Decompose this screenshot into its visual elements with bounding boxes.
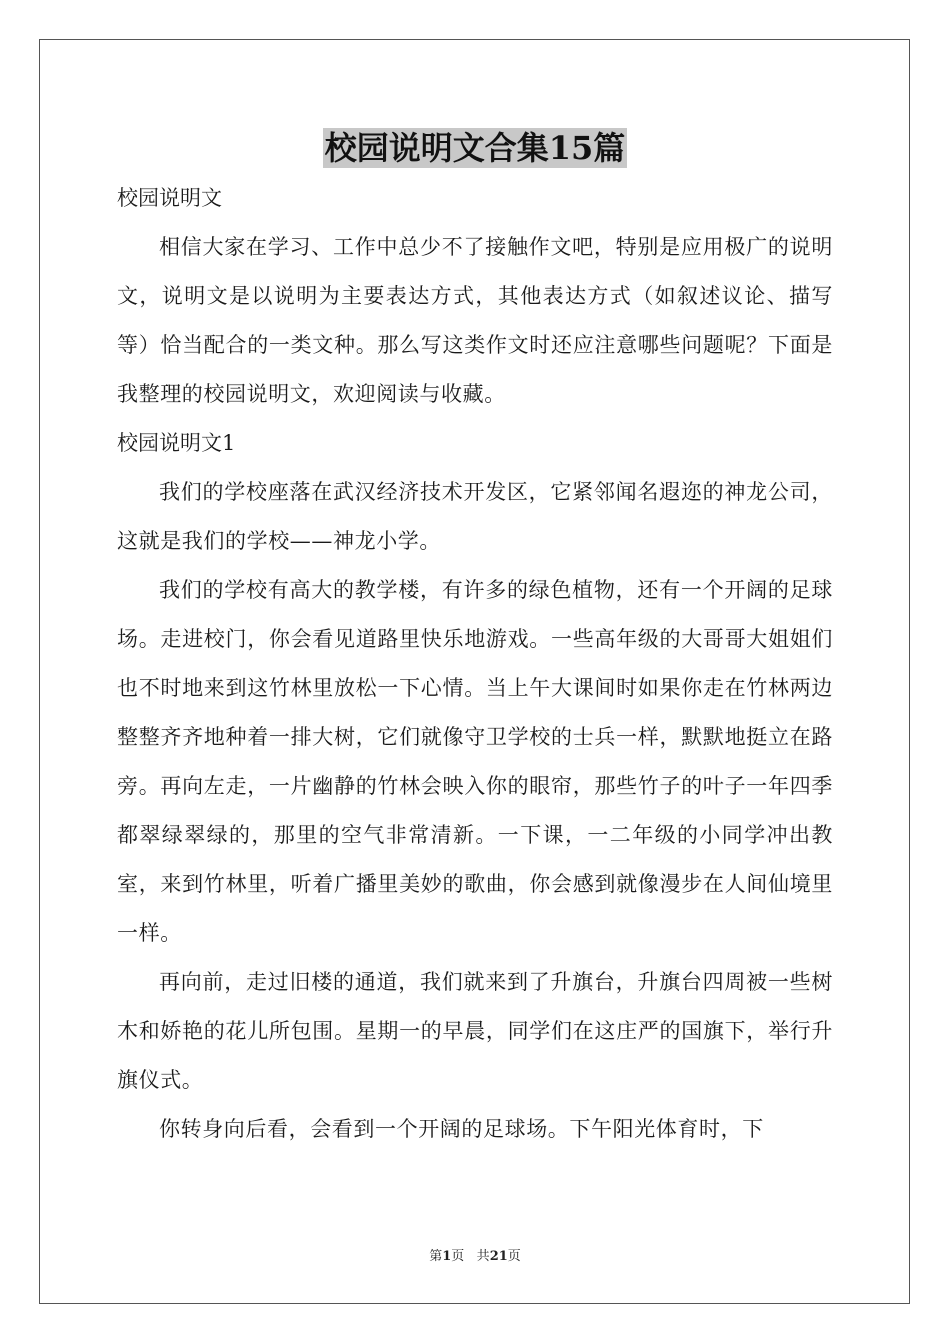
paragraph: 相信大家在学习、工作中总少不了接触作文吧，特别是应用极广的说明文，说明文是以说明为主要表达方式，其他表达方式（如叙述议论、描写等）恰当配合的一类文种。那么写这类作文时还应注意哪些问题呢？下面是我整理的校园说明文，欢迎阅读与收藏。 <box>117 235 833 406</box>
total-prefix: 共 <box>476 1249 490 1264</box>
paragraph: 再向前，走过旧楼的通道，我们就来到了升旗台，升旗台四周被一些树木和娇艳的花儿所包围。星期一的早晨，同学们在这庄严的国旗下，举行升旗仪式。 <box>117 970 833 1092</box>
section-heading: 校园说明文 <box>117 186 222 210</box>
paragraph: 我们的学校座落在武汉经济技术开发区，它紧邻闻名遐迩的神龙公司，这就是我们的学校——神龙小学。 <box>117 480 833 553</box>
document-body <box>117 174 833 1154</box>
document-title: 校园说明文合集15篇 <box>324 129 626 167</box>
footer-prefix: 第 <box>429 1249 443 1264</box>
paragraph: 我们的学校有高大的教学楼，有许多的绿色植物，还有一个开阔的足球场。走进校门，你会看见道路里快乐地游戏。一些高年级的大哥哥大姐姐们也不时地来到这竹林里放松一下心情。当上午大课间时如果你走在竹林两边整整齐齐地种着一排大树，它们就像守卫学校的士兵一样，默默地挺立在路旁。再向左走，一片幽静的竹林会映入你的眼帘，那些竹子的叶子一年四季都翠绿翠绿的，那里的空气非常清新。一下课，一二年级的小同学冲出教室，来到竹林里，听着广播里美妙的歌曲，你会感到就像漫步在人间仙境里一样。 <box>117 578 833 945</box>
title-container <box>0 128 950 168</box>
page-footer <box>0 1245 950 1264</box>
total-suffix: 页 <box>507 1249 521 1264</box>
total-pages: 21 <box>489 1249 508 1264</box>
page-suffix: 页 <box>451 1249 465 1264</box>
section-heading: 校园说明文1 <box>117 431 236 455</box>
page-number: 1 <box>442 1249 452 1264</box>
paragraph: 你转身向后看，会看到一个开阔的足球场。下午阳光体育时，下 <box>159 1117 764 1141</box>
